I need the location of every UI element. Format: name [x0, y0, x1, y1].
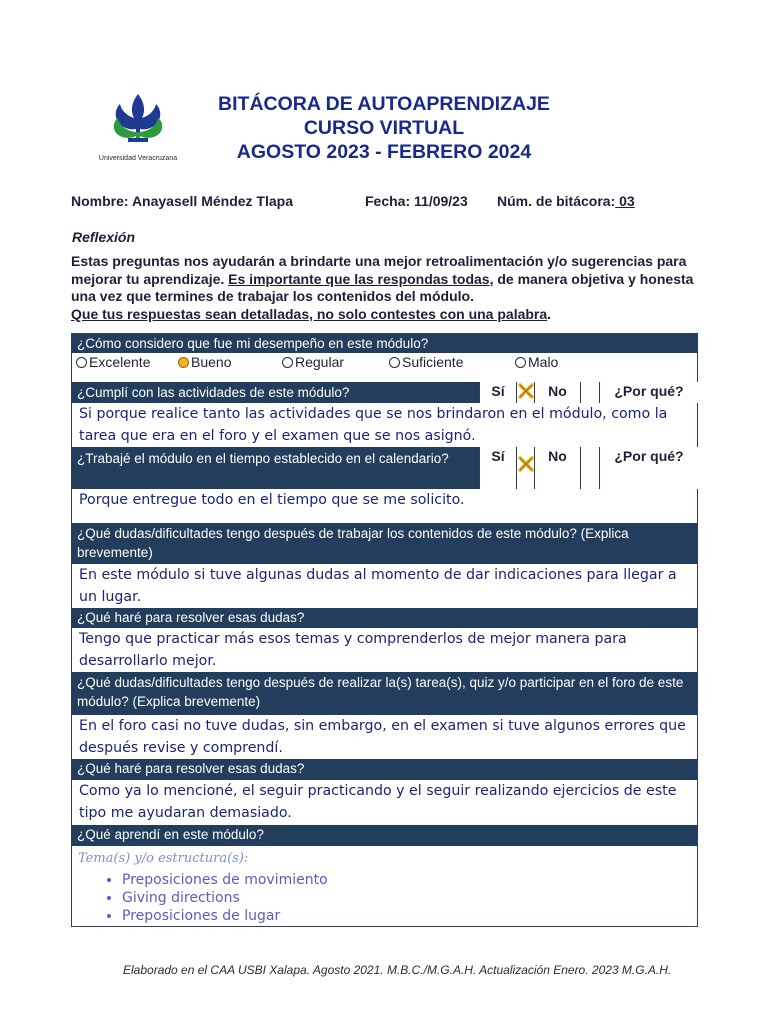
- yes-label: Sí: [479, 382, 516, 403]
- option-label: Bueno: [191, 354, 232, 370]
- intro-end: .: [547, 305, 552, 322]
- option-label: Malo: [528, 354, 559, 370]
- no-checkbox[interactable]: [580, 447, 599, 489]
- time-answer[interactable]: Porque entregue todo en el tiempo que se me solicito.: [72, 489, 697, 523]
- radio-selected-icon: [178, 357, 189, 368]
- no-label: No: [534, 382, 580, 403]
- date-label: Fecha:: [365, 193, 411, 209]
- yes-checkbox[interactable]: [516, 447, 534, 489]
- option-excelente[interactable]: [76, 353, 150, 372]
- resolve-doubts-answer[interactable]: Tengo que practicar más esos temas y comprenderlos de mejor manera para desarrollarlo mejor.: [72, 628, 697, 672]
- section-title: Reflexión: [72, 229, 136, 245]
- why-label: ¿Por qué?: [599, 382, 698, 403]
- no-label: No: [534, 447, 580, 489]
- footer-credits: Elaborado en el CAA USBI Xalapa. Agosto 2021. M.B.C./M.G.A.H. Actualización Enero. 2023 M.G.A.H.: [123, 963, 672, 977]
- question-learned: ¿Qué aprendí en este módulo?: [72, 825, 697, 846]
- option-regular[interactable]: [282, 353, 344, 372]
- title-line-1: BITÁCORA DE AUTOAPRENDIZAJE: [218, 93, 550, 115]
- option-bueno[interactable]: [178, 353, 231, 372]
- performance-options: [72, 353, 697, 372]
- question-time: ¿Trabajé el módulo en el tiempo establecido en el calendario?: [72, 447, 479, 489]
- option-label: Excelente: [89, 354, 151, 370]
- title-line-3: AGOSTO 2023 - FEBRERO 2024: [236, 141, 532, 163]
- x-mark-icon: [517, 382, 535, 400]
- name-label: Nombre:: [71, 193, 129, 209]
- activities-checkboxes: [72, 382, 697, 403]
- intro-text-1: Estas preguntas nos ayudarán a brindarte una mejor retroalimentación y/o sugerencias para mejorar tu aprendizaje.: [71, 253, 687, 287]
- learned-heading: Tema(s) y/o estructura(s):: [78, 851, 249, 866]
- learned-item: • Giving directions: [122, 889, 328, 907]
- yes-checkbox[interactable]: [516, 382, 534, 403]
- log-number: [497, 193, 635, 209]
- resolve-task-doubts-answer[interactable]: Como ya lo mencioné, el seguir practicando y el seguir realizando ejercicios de este tipo me ayudaran demasiado.: [72, 780, 697, 825]
- time-checkboxes: [72, 447, 697, 489]
- log-number-label: Núm. de bitácora:: [497, 193, 616, 209]
- activities-answer[interactable]: Si porque realice tanto las actividades que se nos brindaron en el módulo, como la tarea que era en el foro y el examen que se nos asignó.: [72, 403, 697, 447]
- title-line-2: CURSO VIRTUAL: [303, 117, 465, 139]
- radio-icon: [389, 357, 400, 368]
- question-resolve-doubts: ¿Qué haré para resolver esas dudas?: [72, 608, 697, 628]
- learned-item: • Preposiciones de lugar: [122, 907, 328, 925]
- yes-label: Sí: [479, 447, 516, 489]
- no-checkbox[interactable]: [580, 382, 599, 403]
- option-label: Regular: [295, 354, 345, 370]
- module-doubts-answer[interactable]: En este módulo si tuve algunas dudas al momento de dar indicaciones para llegar a un lugar.: [72, 564, 697, 608]
- date: [365, 193, 468, 209]
- date-value: 11/09/23: [414, 193, 468, 209]
- document-title: [160, 92, 608, 164]
- learned-list: [102, 871, 328, 925]
- question-performance: ¿Cómo considero que fue mi desempeño en este módulo?: [72, 334, 697, 353]
- log-number-value: 03: [615, 193, 635, 209]
- why-label: ¿Por qué?: [599, 447, 698, 489]
- task-doubts-answer[interactable]: En el foro casi no tuve dudas, sin embargo, en el examen si tuve algunos errores que después revise y comprendí.: [72, 715, 697, 759]
- option-malo[interactable]: [515, 353, 558, 372]
- intro-emphasis-1: Es importante que las respondas todas: [228, 270, 490, 287]
- intro-paragraph: [71, 253, 701, 323]
- option-suficiente[interactable]: [389, 353, 463, 372]
- intro-text-2: , de manera objetiva y honesta una vez que termines de trabajar los contenidos del módulo.: [71, 270, 694, 304]
- option-label: Suficiente: [402, 354, 464, 370]
- radio-icon: [76, 357, 87, 368]
- x-mark-icon: [517, 455, 535, 473]
- question-module-doubts: ¿Qué dudas/dificultades tengo después de trabajar los contenidos de este módulo? (Explica brevemente): [72, 523, 697, 564]
- question-activities: ¿Cumplí con las actividades de este módulo?: [72, 382, 697, 403]
- radio-icon: [515, 357, 526, 368]
- question-resolve-task-doubts: ¿Qué haré para resolver esas dudas?: [72, 759, 697, 780]
- intro-emphasis-2: Que tus respuestas sean detalladas, no solo contestes con una palabra: [71, 305, 548, 322]
- institution-name: Universidad Veracruzana: [98, 155, 178, 162]
- learned-item: • Preposiciones de movimiento: [122, 871, 328, 889]
- reflection-form: [71, 333, 698, 927]
- question-task-doubts: ¿Qué dudas/dificultades tengo después de realizar la(s) tarea(s), quiz y/o participar en el foro de este módulo? (Explica brevemente): [72, 672, 697, 715]
- student-name: [71, 193, 293, 209]
- name-value: Anayasell Méndez Tlapa: [131, 193, 293, 209]
- radio-icon: [282, 357, 293, 368]
